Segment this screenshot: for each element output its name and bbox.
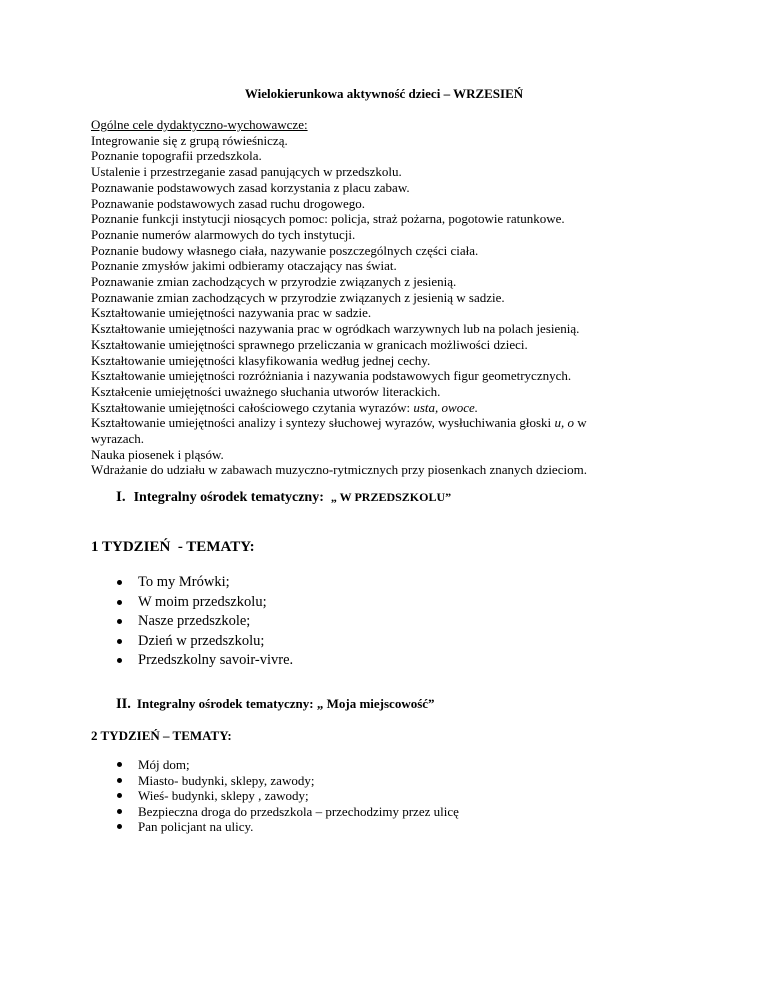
list-item: Przedszkolny savoir-vivre. bbox=[114, 651, 293, 671]
goal-item: Wdrażanie do udziału w zabawach muzyczno-rytmicznych przy piosenkach znanych dzieciom. bbox=[91, 462, 587, 478]
section-2-theme: „ Moja miejscowość” bbox=[316, 696, 435, 711]
goal-item: Poznanie numerów alarmowych do tych instytucji. bbox=[91, 226, 356, 242]
goal-analysis-prefix: Kształtowanie umiejętności analizy i syntezy słuchowej wyrazów, wysłuchiwania głoski bbox=[91, 415, 555, 431]
section-1-roman: I. bbox=[116, 489, 126, 505]
goal-item: Ustalenie i przestrzeganie zasad panujących w przedszkolu. bbox=[91, 164, 402, 180]
goal-item: Poznanie topografii przedszkola. bbox=[91, 148, 262, 164]
section-2-roman: II. bbox=[116, 696, 131, 712]
list-item: Miasto- budynki, sklepy, zawody; bbox=[114, 773, 459, 789]
goal-item: Poznanie budowy własnego ciała, nazywanie poszczególnych części ciała. bbox=[91, 242, 479, 258]
goal-item: Kształtowanie umiejętności sprawnego przeliczania w granicach możliwości dzieci. bbox=[91, 336, 528, 352]
goal-item: Poznawanie zmian zachodzących w przyrodzie związanych z jesienią w sadzie. bbox=[91, 289, 505, 305]
goal-item: Kształtowanie umiejętności nazywania prac w ogródkach warzywnych lub na polach jesienią. bbox=[91, 321, 580, 337]
section-2-label: Integralny ośrodek tematyczny: bbox=[136, 696, 317, 711]
week-2-heading: 2 TYDZIEŃ – TEMATY: bbox=[91, 728, 232, 743]
week-2-topics bbox=[114, 757, 459, 835]
section-1-theme: „ W PRZEDSZKOLU” bbox=[330, 490, 452, 504]
list-item: To my Mrówki; bbox=[114, 573, 293, 593]
goal-item: Poznawanie zmian zachodzących w przyrodzie związanych z jesienią. bbox=[91, 274, 457, 290]
goals-block bbox=[91, 117, 661, 478]
section-1-label: Integralny ośrodek tematyczny: bbox=[133, 490, 331, 505]
list-item: Nasze przedszkole; bbox=[114, 612, 293, 632]
goal-reading-words: usta, owoce. bbox=[413, 399, 478, 415]
list-item: Pan policjant na ulicy. bbox=[114, 819, 459, 835]
goal-item-analysis bbox=[91, 415, 661, 431]
goal-item: Nauka piosenek i pląsów. bbox=[91, 446, 224, 462]
goal-analysis-end: wyrazach. bbox=[91, 431, 145, 447]
goal-reading-prefix: Kształtowanie umiejętności całościowego czytania wyrazów: bbox=[91, 399, 414, 415]
goal-item: Integrowanie się z grupą rówieśniczą. bbox=[91, 132, 288, 148]
section-1-heading bbox=[116, 488, 451, 507]
goal-item: Poznanie zmysłów jakimi odbieramy otaczający nas świat. bbox=[91, 258, 397, 274]
goal-item-reading bbox=[91, 400, 661, 416]
goal-item: Kształtowanie umiejętności klasyfikowania według jednej cechy. bbox=[91, 352, 431, 368]
list-item: Mój dom; bbox=[114, 757, 459, 773]
goal-item: Poznawanie podstawowych zasad ruchu drogowego. bbox=[91, 195, 366, 211]
goal-item: Kształtowanie umiejętności rozróżniania i nazywania podstawowych figur geometrycznych. bbox=[91, 368, 572, 384]
goal-analysis-letters: u, o bbox=[554, 415, 574, 431]
document-title: Wielokierunkowa aktywność dzieci – WRZESIEŃ bbox=[244, 86, 524, 101]
section-2-heading bbox=[116, 696, 435, 712]
goal-item: Poznanie funkcji instytucji niosących pomoc: policja, straż pożarna, pogotowie ratunkowe. bbox=[91, 211, 565, 227]
list-item: Bezpieczna droga do przedszkola – przechodzimy przez ulicę bbox=[114, 804, 459, 820]
goal-item: Kształtowanie umiejętności nazywania prac w sadzie. bbox=[91, 305, 372, 321]
list-item: Dzień w przedszkolu; bbox=[114, 632, 293, 652]
goal-item: Poznawanie podstawowych zasad korzystania z placu zabaw. bbox=[91, 179, 410, 195]
goals-heading: Ogólne cele dydaktyczno-wychowawcze: bbox=[91, 117, 308, 132]
list-item: Wieś- budynki, sklepy , zawody; bbox=[114, 788, 459, 804]
goal-analysis-mid: w bbox=[573, 415, 587, 431]
week-1-heading: 1 TYDZIEŃ - TEMATY: bbox=[91, 539, 255, 555]
goal-item: Kształcenie umiejętności uważnego słuchania utworów literackich. bbox=[91, 383, 441, 399]
week-1-topics bbox=[114, 573, 293, 671]
list-item: W moim przedszkolu; bbox=[114, 593, 293, 613]
